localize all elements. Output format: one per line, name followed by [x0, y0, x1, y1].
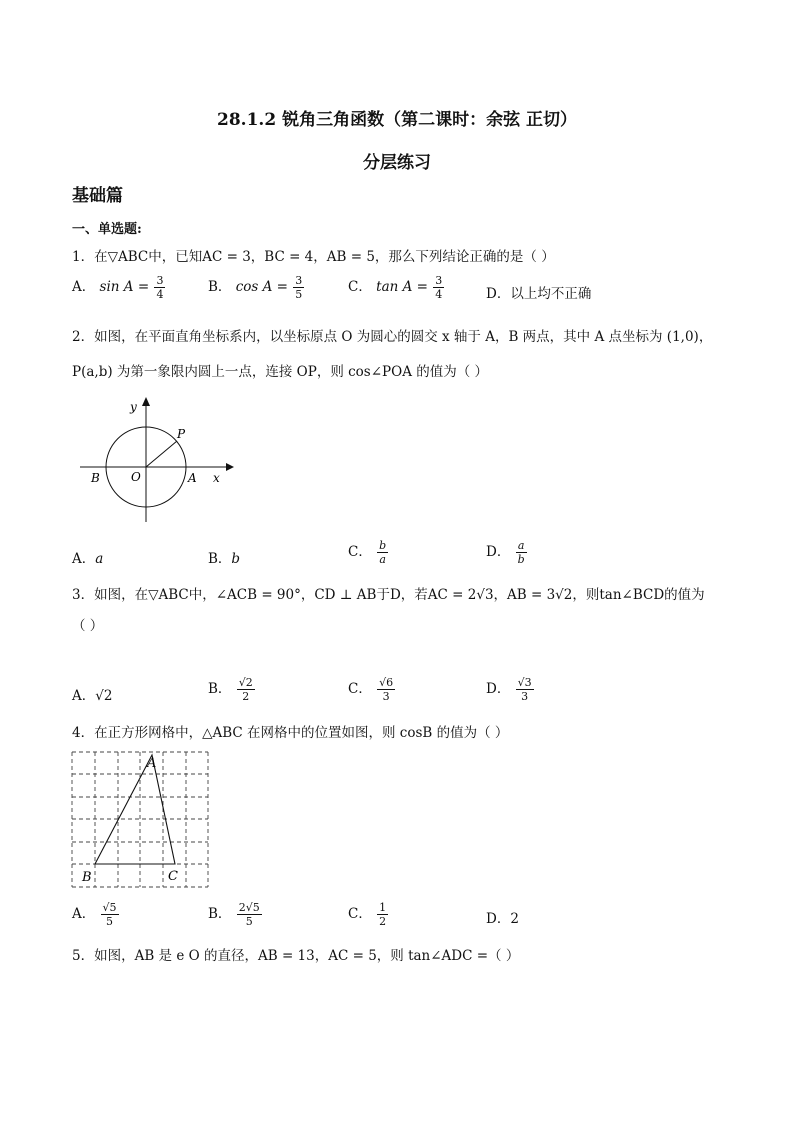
question-3-option-d[interactable]: D． $\frac{√3}{3}$	[486, 676, 532, 703]
question-1-option-a[interactable]: A． sin A = $\frac{3}{4}$	[72, 274, 164, 301]
question-4-option-d[interactable]: D．2	[486, 911, 519, 927]
fraction: $\frac{√3}{3}$	[517, 676, 532, 703]
fraction: $\frac{a}{b}$	[517, 539, 525, 566]
question-1-option-b[interactable]: B． cos A = $\frac{3}{5}$	[208, 274, 303, 301]
question-2-option-b[interactable]: B．b	[208, 551, 241, 567]
label-y: y	[130, 400, 137, 414]
question-4-figure	[68, 748, 214, 892]
x-axis-arrow-icon	[226, 463, 234, 471]
fraction: $\frac{1}{2}$	[379, 901, 387, 928]
page-subtitle: 分层练习	[363, 153, 431, 173]
segment-op	[146, 441, 177, 467]
part-heading: 一、单选题:	[72, 222, 142, 237]
label-b: B	[91, 471, 100, 485]
label-b: B	[82, 870, 92, 885]
question-2-option-c[interactable]: C． $\frac{b}{a}$	[348, 539, 387, 566]
question-4-option-a[interactable]: A． $\frac{√5}{5}$	[72, 901, 117, 928]
question-2-figure	[70, 392, 240, 532]
question-1-stem: 1．在▽ABC中，已知AC = 3，BC = 4，AB = 5，那么下列结论正确的是（ ）	[72, 249, 555, 265]
question-4-option-b[interactable]: B． $\frac{2√5}{5}$	[208, 901, 260, 928]
question-4-option-c[interactable]: C． $\frac{1}{2}$	[348, 901, 387, 928]
triangle-abc	[95, 755, 175, 864]
question-2-option-a[interactable]: A．a	[72, 551, 104, 567]
dashed-grid	[72, 752, 208, 887]
question-1-option-d[interactable]: D．以上均不正确	[486, 286, 592, 302]
question-5-stem: 5．如图，AB 是 e O 的直径，AB = 13，AC = 5，则 tan∠ADC =（ ）	[72, 948, 520, 964]
question-3-option-a[interactable]: A．√2	[72, 688, 113, 704]
fraction: $\frac{√5}{5}$	[102, 901, 117, 928]
fraction: $\frac{3}{4}$	[435, 274, 443, 301]
fraction: $\frac{√2}{2}$	[238, 676, 253, 703]
question-3-stem-line-1: 3．如图，在▽ABC中，∠ACB = 90°，CD ⊥ AB于D，若AC = 2√3，AB = 3√2，则tan∠BCD的值为	[72, 587, 705, 603]
question-2-stem-line-1: 2．如图，在平面直角坐标系内，以坐标原点 O 为圆心的圆交 x 轴于 A，B 两点，其中 A 点坐标为 (1,0)，	[72, 329, 713, 345]
question-3-option-c[interactable]: C． $\frac{√6}{3}$	[348, 676, 394, 703]
fraction: $\frac{3}{5}$	[295, 274, 303, 301]
fraction: $\frac{b}{a}$	[379, 539, 387, 566]
fraction: $\frac{√6}{3}$	[379, 676, 394, 703]
label-o: O	[131, 470, 141, 484]
question-4-stem: 4．在正方形网格中，△ABC 在网格中的位置如图，则 cosB 的值为（ ）	[72, 725, 509, 741]
label-c: C	[168, 869, 178, 884]
label-a: A	[188, 471, 197, 485]
question-3-option-b[interactable]: B． $\frac{√2}{2}$	[208, 676, 253, 703]
label-a: A	[147, 756, 157, 771]
fraction: $\frac{3}{4}$	[156, 274, 164, 301]
label-x: x	[213, 471, 220, 485]
label-p: P	[177, 427, 186, 441]
question-3-stem-line-2: （ ）	[72, 618, 104, 634]
question-1-option-c[interactable]: C． tan A = $\frac{3}{4}$	[348, 274, 443, 301]
y-axis-arrow-icon	[142, 397, 150, 406]
page-title: 28.1.2 锐角三角函数（第二课时：余弦 正切）	[217, 110, 577, 130]
question-2-option-d[interactable]: D． $\frac{a}{b}$	[486, 539, 525, 566]
fraction: $\frac{2√5}{5}$	[238, 901, 260, 928]
section-heading: 基础篇	[72, 186, 123, 206]
question-2-stem-line-2: P(a,b) 为第一象限内圆上一点，连接 OP，则 cos∠POA 的值为（ ）	[72, 364, 489, 380]
